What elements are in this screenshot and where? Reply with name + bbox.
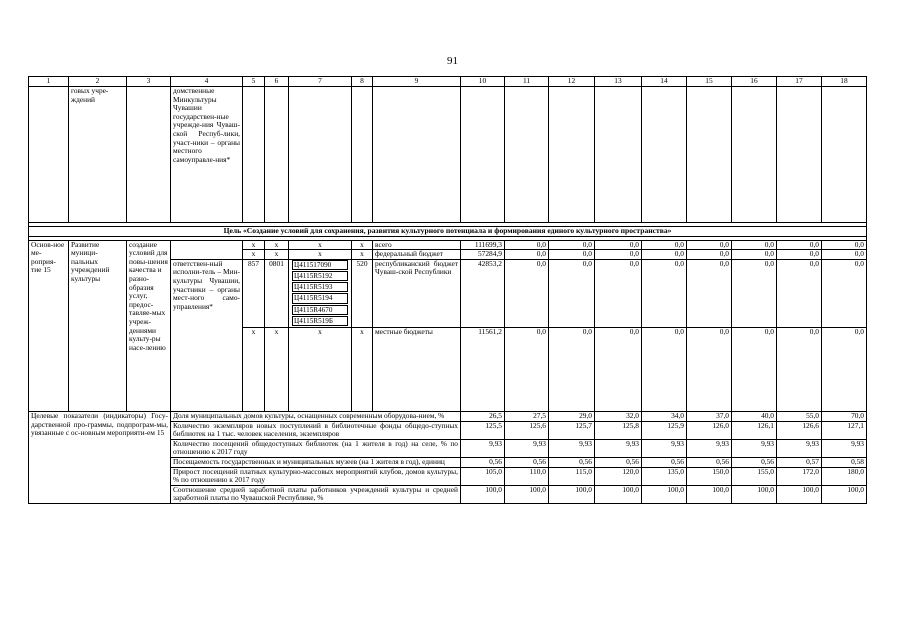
value-cell: 0,0 <box>549 328 595 412</box>
col-number: 15 <box>687 77 732 87</box>
funding-source: всего <box>373 240 461 250</box>
col-number: 11 <box>505 77 549 87</box>
value-cell: 0,56 <box>642 457 687 467</box>
value-cell: 0,0 <box>732 240 777 250</box>
value-cell: 0,58 <box>822 457 867 467</box>
value-cell: 100,0 <box>687 485 732 503</box>
cell-c5: x <box>243 328 265 412</box>
col-number: 2 <box>69 77 127 87</box>
value-cell: 0,0 <box>777 259 822 327</box>
value-cell: 0,0 <box>505 259 549 327</box>
indicator-name: Прирост посещений платных культурно-массовых мероприятий клубов, домов культуры, % по отношению к 2017 году <box>171 467 461 485</box>
col-number: 10 <box>461 77 505 87</box>
value-cell: 0,56 <box>732 457 777 467</box>
value-cell: 126,6 <box>777 421 822 439</box>
indicators-label: Целевые показатели (индикаторы) Госу-дарственной про-граммы, подпрограм-мы, увязанные с ос-новным мероприяти-ем 15 <box>29 412 171 504</box>
goal-text: Цель «Создание условий для сохранения, развития культурного потенциала и формирования единого культурного пространства» <box>29 227 867 237</box>
program-table <box>28 76 867 504</box>
value-cell: 0,0 <box>732 259 777 327</box>
value-cell: 9,93 <box>549 439 595 457</box>
indicator-name: Количество посещений общедоступных библиотек (на 1 жителя в год) на селе, % по отношению к 2017 году <box>171 439 461 457</box>
value-cell: 0,0 <box>642 328 687 412</box>
cell-c8: x <box>352 250 373 260</box>
funding-source: республиканский бюджет Чуваш-ской Республики <box>373 259 461 327</box>
event-executor: ответствен-ный исполни-тель – Мин-культуры Чувашии, участники – органы мест-ного само-управления* <box>171 259 243 411</box>
value-cell: 9,93 <box>687 439 732 457</box>
value-cell: 0,0 <box>732 328 777 412</box>
budget-code: Ц4115R519Б <box>292 316 348 326</box>
value-cell: 0,0 <box>549 240 595 250</box>
value-cell: 0,57 <box>777 457 822 467</box>
event-row-total <box>29 240 867 250</box>
value-cell: 0,0 <box>687 259 732 327</box>
continuation-row <box>29 87 867 223</box>
value-cell: 9,93 <box>461 439 505 457</box>
value-cell: 11561,2 <box>461 328 505 412</box>
cell-c8: x <box>352 240 373 250</box>
budget-code: Ц4115R4670 <box>292 305 348 315</box>
col-number: 1 <box>29 77 69 87</box>
budget-code: Ц4115R5194 <box>292 293 348 303</box>
value-cell: 0,0 <box>549 250 595 260</box>
indicator-name: Посещаемость государственных и муниципальных музеев (на 1 жителя в год), единиц <box>171 457 461 467</box>
cell-c6: x <box>265 250 289 260</box>
value-cell: 37,0 <box>687 412 732 422</box>
value-cell: 100,0 <box>549 485 595 503</box>
col-number: 4 <box>171 77 243 87</box>
value-cell: 29,0 <box>549 412 595 422</box>
col-number: 16 <box>732 77 777 87</box>
value-cell: 42853,2 <box>461 259 505 327</box>
indicator-row <box>29 412 867 422</box>
col-number: 17 <box>777 77 822 87</box>
value-cell: 0,0 <box>687 328 732 412</box>
indicator-name: Соотношение средней заработной платы работников учреждений культуры и средней заработной платы по Чувашской Республике, % <box>171 485 461 503</box>
budget-code: Ц411517090 <box>292 260 348 270</box>
value-cell: 0,0 <box>687 250 732 260</box>
value-cell: 126,1 <box>732 421 777 439</box>
value-cell: 155,0 <box>732 467 777 485</box>
value-cell: 0,0 <box>642 250 687 260</box>
value-cell: 0,56 <box>549 457 595 467</box>
value-cell: 150,0 <box>687 467 732 485</box>
value-cell: 34,0 <box>642 412 687 422</box>
value-cell: 9,93 <box>822 439 867 457</box>
funding-source: местные бюджеты <box>373 328 461 412</box>
value-cell: 0,0 <box>822 250 867 260</box>
value-cell: 0,56 <box>687 457 732 467</box>
col-number: 13 <box>595 77 642 87</box>
column-number-row <box>29 77 867 87</box>
value-cell: 0,56 <box>595 457 642 467</box>
value-cell: 100,0 <box>505 485 549 503</box>
indicator-name: Количество экземпляров новых поступлений в библиотечные фонды общедо-ступных библиотек на 1 тыс. человек населения, экземпляров <box>171 421 461 439</box>
value-cell: 111699,3 <box>461 240 505 250</box>
value-cell: 125,6 <box>505 421 549 439</box>
cell-c7: x <box>289 240 352 250</box>
value-cell: 9,93 <box>732 439 777 457</box>
value-cell: 110,0 <box>505 467 549 485</box>
value-cell: 0,0 <box>642 240 687 250</box>
page-number: 91 <box>447 55 458 67</box>
value-cell: 135,0 <box>642 467 687 485</box>
value-cell: 100,0 <box>777 485 822 503</box>
funding-source: федеральный бюджет <box>373 250 461 260</box>
value-cell: 0,0 <box>595 240 642 250</box>
value-cell: 70,0 <box>822 412 867 422</box>
value-cell: 27,5 <box>505 412 549 422</box>
continuation-col2: говых учре-ждений <box>69 87 127 223</box>
col-number: 7 <box>289 77 352 87</box>
value-cell: 100,0 <box>822 485 867 503</box>
budget-code: Ц4115R5193 <box>292 282 348 292</box>
col-number: 5 <box>243 77 265 87</box>
value-cell: 125,9 <box>642 421 687 439</box>
value-cell: 105,0 <box>461 467 505 485</box>
event-number: Основ-ное ме-роприя-тие 15 <box>29 240 69 411</box>
col-number: 6 <box>265 77 289 87</box>
value-cell: 0,0 <box>595 250 642 260</box>
value-cell: 125,7 <box>549 421 595 439</box>
col-number: 8 <box>352 77 373 87</box>
value-cell: 40,0 <box>732 412 777 422</box>
value-cell: 0,0 <box>549 259 595 327</box>
value-cell: 9,93 <box>505 439 549 457</box>
value-cell: 127,1 <box>822 421 867 439</box>
cell-c8: x <box>352 328 373 412</box>
value-cell: 57284,9 <box>461 250 505 260</box>
value-cell: 0,0 <box>777 328 822 412</box>
col-number: 3 <box>127 77 171 87</box>
budget-codes <box>289 259 352 327</box>
value-cell: 0,0 <box>595 328 642 412</box>
value-cell: 125,5 <box>461 421 505 439</box>
cell-c6: x <box>265 240 289 250</box>
cell-c8: 520 <box>352 259 373 327</box>
value-cell: 126,0 <box>687 421 732 439</box>
value-cell: 0,0 <box>642 259 687 327</box>
col-number: 18 <box>822 77 867 87</box>
value-cell: 0,0 <box>505 240 549 250</box>
cell-c7: x <box>289 250 352 260</box>
value-cell: 0,56 <box>461 457 505 467</box>
cell-c6: x <box>265 328 289 412</box>
value-cell: 125,8 <box>595 421 642 439</box>
value-cell: 100,0 <box>732 485 777 503</box>
col-number: 12 <box>549 77 595 87</box>
value-cell: 9,93 <box>777 439 822 457</box>
cell-c5: x <box>243 250 265 260</box>
value-cell: 172,0 <box>777 467 822 485</box>
value-cell: 115,0 <box>549 467 595 485</box>
value-cell: 100,0 <box>642 485 687 503</box>
value-cell: 120,0 <box>595 467 642 485</box>
value-cell: 0,0 <box>777 240 822 250</box>
event-goal: создание условий для повы-шения качества и разно-образия услуг, предос-тавляе-мых учреж-дениями культу-ры насе-лению <box>127 240 171 411</box>
continuation-col4: домственные Минкультуры Чувашии государствен-ные учрежде-ния Чуваш-ской Респуб-лики, участ-ники – органы местного самоуправле-ния* <box>171 87 243 223</box>
value-cell: 26,5 <box>461 412 505 422</box>
cell-c5: x <box>243 240 265 250</box>
cell-c7: x <box>289 328 352 412</box>
value-cell: 55,0 <box>777 412 822 422</box>
value-cell: 0,0 <box>777 250 822 260</box>
value-cell: 100,0 <box>595 485 642 503</box>
value-cell: 0,0 <box>822 259 867 327</box>
value-cell: 0,0 <box>822 240 867 250</box>
budget-code: Ц4115R5192 <box>292 271 348 281</box>
col-number: 9 <box>373 77 461 87</box>
value-cell: 9,93 <box>642 439 687 457</box>
col-number: 14 <box>642 77 687 87</box>
value-cell: 0,0 <box>505 250 549 260</box>
value-cell: 0,0 <box>687 240 732 250</box>
cell-c6: 0801 <box>265 259 289 327</box>
value-cell: 0,0 <box>732 250 777 260</box>
value-cell: 0,0 <box>505 328 549 412</box>
goal-row <box>29 227 867 237</box>
value-cell: 0,0 <box>595 259 642 327</box>
indicator-name: Доля муниципальных домов культуры, оснащенных современным оборудова-нием, % <box>171 412 461 422</box>
value-cell: 0,56 <box>505 457 549 467</box>
cell-c5: 857 <box>243 259 265 327</box>
value-cell: 180,0 <box>822 467 867 485</box>
event-name: Развитие муници-пальных учреждений культуры <box>69 240 127 411</box>
value-cell: 100,0 <box>461 485 505 503</box>
value-cell: 32,0 <box>595 412 642 422</box>
value-cell: 9,93 <box>595 439 642 457</box>
value-cell: 0,0 <box>822 328 867 412</box>
